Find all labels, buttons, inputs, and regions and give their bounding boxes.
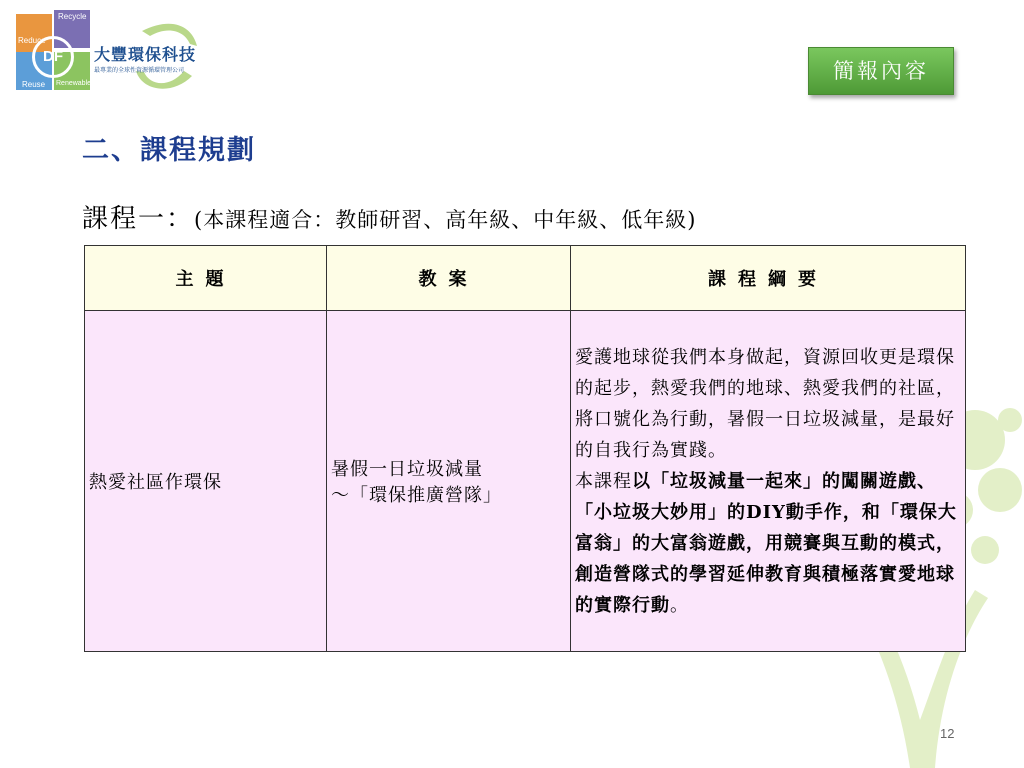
recycle-tile: Recycle bbox=[54, 10, 90, 48]
company-tagline: 最專業的全球性資源循環管理公司 bbox=[94, 67, 185, 74]
summary-cell bbox=[571, 311, 966, 652]
page-number: 12 bbox=[940, 726, 955, 741]
renewable-tile: Renewable bbox=[54, 52, 90, 90]
lesson-line-1: 暑假一日垃圾減量 bbox=[331, 459, 483, 480]
reduce-tile: Reduce bbox=[16, 14, 52, 52]
course-audience: (本課程適合：教師研習、高年級、中年級、低年級) bbox=[194, 208, 697, 232]
df-mark: DF bbox=[32, 36, 74, 78]
company-name: 大豐環保科技 bbox=[94, 45, 197, 64]
header-lesson: 教案 bbox=[327, 246, 571, 311]
section-title: 二、課程規劃 bbox=[82, 135, 256, 166]
lesson-line-2: ～「環保推廣營隊」 bbox=[331, 485, 502, 506]
lesson-cell bbox=[327, 311, 571, 652]
company-logo bbox=[12, 10, 202, 98]
table-row bbox=[85, 311, 966, 652]
header-summary: 課程綱要 bbox=[571, 246, 966, 311]
table-header-row bbox=[85, 246, 966, 311]
course-name: 課程一： bbox=[82, 204, 195, 234]
contents-button[interactable]: 簡報內容 bbox=[808, 47, 954, 95]
theme-cell: 熱愛社區作環保 bbox=[85, 311, 327, 652]
summary-prefix: 本課程 bbox=[575, 470, 632, 492]
course-plan-table bbox=[84, 245, 966, 652]
summary-intro: 愛護地球從我們本身做起，資源回收更是環保的起步，熱愛我們的地球、熱愛我們的社區，將口號化為行動，暑假一日垃圾減量，是最好的自我行為實踐。 bbox=[575, 346, 955, 461]
recycle-logo-icon bbox=[14, 10, 92, 92]
course-label bbox=[82, 198, 696, 235]
reuse-tile: Reuse bbox=[16, 52, 52, 90]
header-theme: 主題 bbox=[85, 246, 327, 311]
summary-end: 。 bbox=[670, 594, 689, 616]
summary-highlight: 以「垃圾減量一起來」的闖關遊戲、「小垃圾大妙用」的DIY動手作，和「環保大富翁」的大富翁遊戲，用競賽與互動的模式，創造營隊式的學習延伸教育與積極落實愛地球的實際行動 bbox=[575, 470, 957, 616]
